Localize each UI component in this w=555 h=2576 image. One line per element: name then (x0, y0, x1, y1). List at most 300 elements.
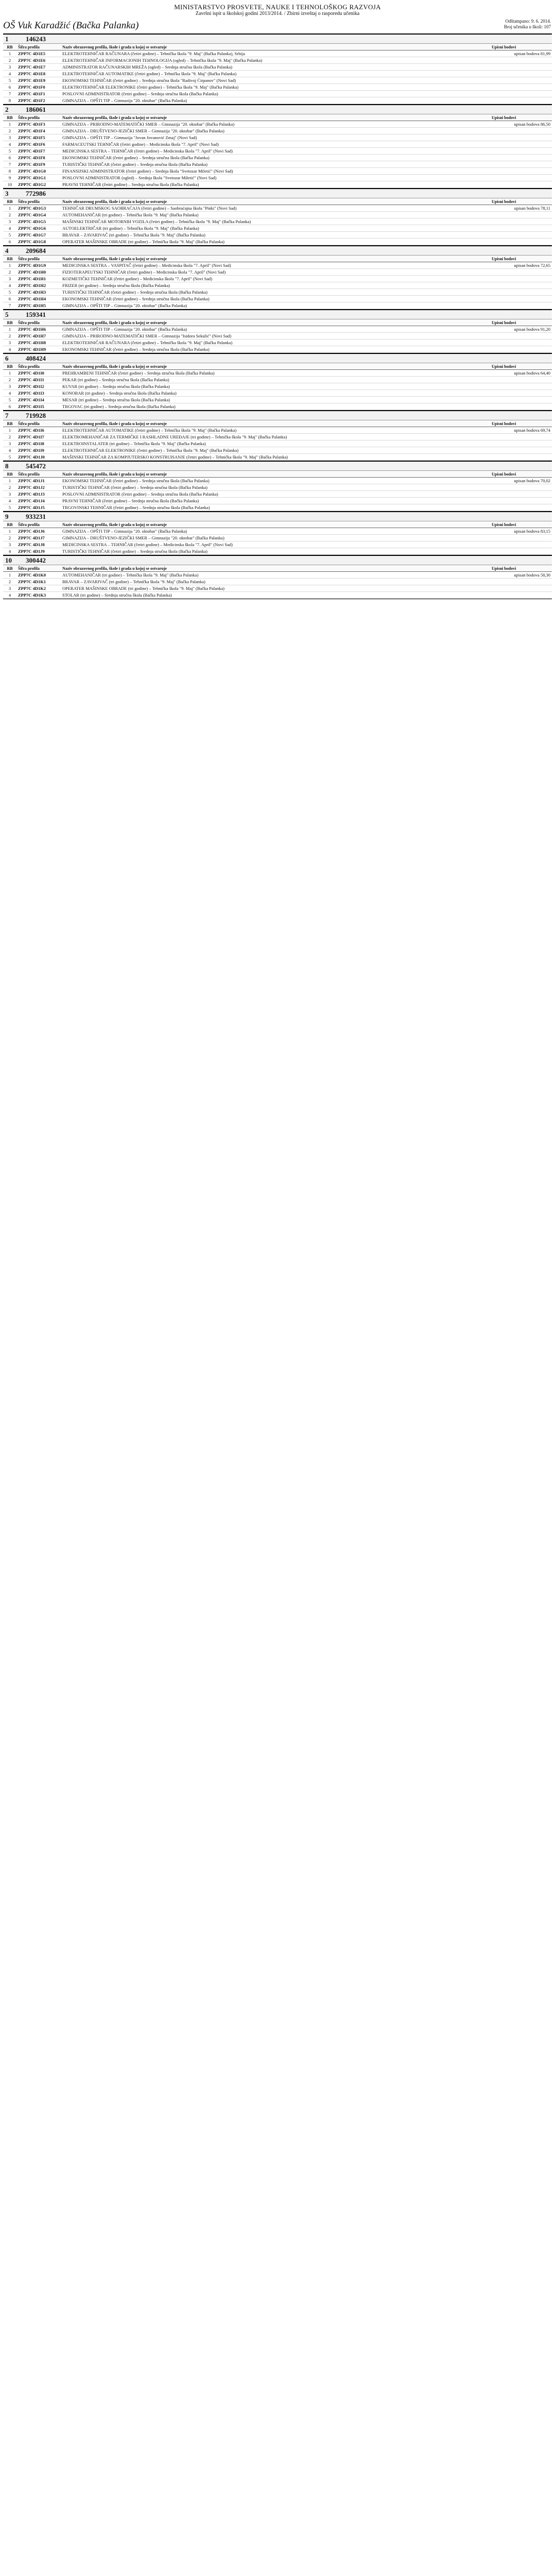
choice-rank: 5 (3, 504, 16, 511)
table-header-row (3, 363, 552, 370)
table-row (3, 57, 552, 64)
choice-name: BRAVAR – ZAVARIVAČ (tri godine) – Tehnička škola "9. Maj" (Bačka Palanka) (61, 232, 490, 239)
table-row (3, 484, 552, 491)
choice-rank: 6 (3, 84, 16, 91)
header-meta (504, 19, 551, 30)
column-header-meta: Upisni bodovi (490, 198, 552, 205)
choice-name: PEKAR (tri godine) – Srednja stručna škola (Bačka Palanka) (61, 377, 490, 383)
choice-score: upisan bodova 69,74 (490, 427, 552, 434)
choice-rank: 2 (3, 377, 16, 383)
choice-score: upisan bodova 70,02 (490, 478, 552, 484)
table-row (3, 77, 552, 84)
choice-rank: 6 (3, 296, 16, 302)
choice-rank: 5 (3, 77, 16, 84)
choice-score: upisan bodova 86,50 (490, 121, 552, 128)
student-header (3, 246, 552, 255)
choices-table (3, 363, 552, 410)
choice-name: ELEKTROTEHNIČAR ELEKTRONIKE (četiri godine) – Tehnička škola "9. Maj" (Bačka Palanka) (61, 447, 490, 454)
choice-score (490, 377, 552, 383)
table-row (3, 276, 552, 282)
choice-name: TURISTIČKI TEHNIČAR (četiri godine) – Srednja stručna škola (Bačka Palanka) (61, 161, 490, 168)
choice-score (490, 434, 552, 440)
choice-code: ZPP7C 4D1E7 (16, 64, 61, 71)
choice-score (490, 397, 552, 403)
choice-code: ZPP7C 4D1H6 (16, 326, 61, 333)
choice-code: ZPP7C 4D1E8 (16, 71, 61, 77)
choice-code: ZPP7C 4D1K2 (16, 585, 61, 592)
choice-rank: 4 (3, 346, 16, 353)
table-row (3, 434, 552, 440)
choice-code: ZPP7C 4D1F6 (16, 141, 61, 148)
table-row (3, 541, 552, 548)
student-code: 209684 (26, 247, 46, 255)
column-header-code: Šifra profila (16, 319, 61, 326)
choice-code: ZPP7C 4D1I2 (16, 383, 61, 390)
choice-code: ZPP7C 4D1F8 (16, 155, 61, 161)
choice-name: EKONOMSKI TEHNIČAR (četiri godine) – Srednja stručna škola (Bačka Palanka) (61, 478, 490, 484)
choice-code: ZPP7C 4D1J9 (16, 548, 61, 555)
student-code: 159341 (26, 311, 46, 318)
table-row (3, 128, 552, 134)
choice-rank: 8 (3, 97, 16, 104)
choice-score (490, 91, 552, 97)
table-header-row (3, 256, 552, 262)
student-header (3, 189, 552, 198)
choice-name: FRIZER (tri godine) – Srednja stručna škola (Bačka Palanka) (61, 282, 490, 289)
choice-rank: 4 (3, 447, 16, 454)
table-row (3, 528, 552, 535)
choice-name: EKONOMSKI TEHNIČAR (četiri godine) – Srednja stručna škola (Bačka Palanka) (61, 155, 490, 161)
choice-rank: 3 (3, 340, 16, 346)
choice-score (490, 134, 552, 141)
choice-score (490, 282, 552, 289)
choice-score (490, 212, 552, 218)
choice-score (490, 346, 552, 353)
choice-rank: 2 (3, 128, 16, 134)
table-header-row (3, 44, 552, 50)
choice-code: ZPP7C 4D1H8 (16, 340, 61, 346)
choice-code: ZPP7C 4D1I3 (16, 390, 61, 397)
choice-name: POSLOVNI ADMINISTRATOR (četiri godine) – Srednja stručna škola (Bačka Palanka) (61, 91, 490, 97)
table-row (3, 326, 552, 333)
choice-code: ZPP7C 4D1H9 (16, 346, 61, 353)
student-code: 300442 (26, 556, 46, 564)
choice-score (490, 64, 552, 71)
table-row (3, 454, 552, 461)
table-header-row (3, 198, 552, 205)
choice-score (490, 161, 552, 168)
table-row (3, 225, 552, 232)
choice-name: ELEKTROTEHNIČAR RAČUNARA (četiri godine) – Tehnička škola "9. Maj" (Bačka Palanka), Srbija (61, 50, 490, 57)
student-block (3, 34, 552, 105)
column-header-name: Naziv obrazovnog profila, škole i grada u kojoj se ostvaruje (61, 44, 490, 50)
column-header-name: Naziv obrazovnog profila, škole i grada u kojoj se ostvaruje (61, 319, 490, 326)
choice-name: ELEKTROTEHNIČAR RAČUNARA (četiri godine) – Tehnička škola "9. Maj" (Bačka Palanka) (61, 340, 490, 346)
table-row (3, 585, 552, 592)
choice-score (490, 168, 552, 175)
choice-rank: 3 (3, 585, 16, 592)
choice-name: BRAVAR – ZAVARIVAČ (tri godine) – Tehnička škola "9. Maj" (Bačka Palanka) (61, 579, 490, 585)
choice-code: ZPP7C 4D1E9 (16, 77, 61, 84)
choice-rank: 4 (3, 71, 16, 77)
table-row (3, 134, 552, 141)
table-row (3, 205, 552, 212)
choice-rank: 5 (3, 148, 16, 155)
student-header (3, 555, 552, 565)
choice-name: TRGOVINSKI TEHNIČAR (četiri godine) – Srednja stručna škola (Bačka Palanka) (61, 504, 490, 511)
column-header-code: Šifra profila (16, 565, 61, 572)
choice-code: ZPP7C 4D1G4 (16, 212, 61, 218)
choice-code: ZPP7C 4D1I5 (16, 403, 61, 410)
choice-code: ZPP7C 4D1H7 (16, 333, 61, 340)
choice-rank: 2 (3, 434, 16, 440)
table-row (3, 592, 552, 599)
choice-score: upisan bodova 91,20 (490, 326, 552, 333)
choice-score (490, 403, 552, 410)
choice-code: ZPP7C 4D1H1 (16, 276, 61, 282)
choice-name: GIMNAZIJA – OPŠTI TIP – Gimnazija "20. oktobar" (Bačka Palanka) (61, 302, 490, 309)
choice-rank: 6 (3, 239, 16, 245)
choice-code: ZPP7C 4D1E5 (16, 50, 61, 57)
table-row (3, 50, 552, 57)
student-code: 719928 (26, 412, 46, 419)
column-header-rank: RB (3, 198, 16, 205)
choice-name: POSLOVNI ADMINISTRATOR (ogled) – Srednja škola "Svetozar Miletić" (Novi Sad) (61, 175, 490, 181)
choice-name: GIMNAZIJA – PRIRODNO-MATEMATIČKI SMER – Gimnazija "20. oktobar" (Bačka Palanka) (61, 121, 490, 128)
choice-rank: 4 (3, 548, 16, 555)
choice-rank: 6 (3, 403, 16, 410)
choice-rank: 5 (3, 397, 16, 403)
table-row (3, 370, 552, 377)
choice-score (490, 148, 552, 155)
student-block (3, 189, 552, 246)
choice-rank: 4 (3, 498, 16, 504)
table-row (3, 498, 552, 504)
student-rank: 5 (5, 311, 9, 318)
choice-name: ELEKTROTEHNIČAR AUTOMATIKE (četiri godine) – Tehnička škola "9. Maj" (Bačka Palanka) (61, 427, 490, 434)
choice-rank: 2 (3, 57, 16, 64)
column-header-rank: RB (3, 471, 16, 478)
school-name: OŠ Vuk Karadžić (Bačka Palanka) (3, 20, 139, 31)
student-code: 545472 (26, 462, 46, 470)
student-rank: 2 (5, 106, 9, 113)
column-header-meta: Upisni bodovi (490, 565, 552, 572)
choice-code: ZPP7C 4D1G0 (16, 168, 61, 175)
choice-code: ZPP7C 4D1F7 (16, 148, 61, 155)
table-header-row (3, 521, 552, 528)
choice-code: ZPP7C 4D1G1 (16, 175, 61, 181)
choice-code: ZPP7C 4D1K0 (16, 572, 61, 579)
column-header-meta: Upisni bodovi (490, 471, 552, 478)
choice-code: ZPP7C 4D1I4 (16, 397, 61, 403)
column-header-name: Naziv obrazovnog profila, škole i grada u kojoj se ostvaruje (61, 114, 490, 121)
choice-name: GIMNAZIJA – DRUŠTVENO-JEZIČKI SMER – Gimnazija "20. oktobar" (Bačka Palanka) (61, 535, 490, 541)
choice-name: TEHNIČAR DRUMSKOG SAOBRAĆAJA (četiri godine) – Saobraćajna škola "Pinki" (Novi Sad) (61, 205, 490, 212)
column-header-code: Šifra profila (16, 44, 61, 50)
choice-score (490, 57, 552, 64)
student-block (3, 246, 552, 310)
table-row (3, 491, 552, 498)
choice-name: ELEKTROTEHNIČAR ELEKTRONIKE (četiri godine) – Tehnička škola "9. Maj" (Bačka Palanka) (61, 84, 490, 91)
table-row (3, 121, 552, 128)
choice-score (490, 84, 552, 91)
student-code: 772986 (26, 190, 46, 197)
choice-score: upisan bodova 78,11 (490, 205, 552, 212)
choice-rank: 7 (3, 91, 16, 97)
column-header-meta: Upisni bodovi (490, 114, 552, 121)
student-rank: 3 (5, 190, 9, 197)
choice-code: ZPP7C 4D1I8 (16, 440, 61, 447)
column-header-name: Naziv obrazovnog profila, škole i grada u kojoj se ostvaruje (61, 198, 490, 205)
choice-name: PRAVNI TEHNIČAR (četiri godine) – Srednja stručna škola (Bačka Palanka) (61, 498, 490, 504)
choice-name: KONOBAR (tri godine) – Srednja stručna škola (Bačka Palanka) (61, 390, 490, 397)
choice-code: ZPP7C 4D1F0 (16, 84, 61, 91)
choice-name: MEDICINSKA SESTRA – VASPITAČ (četiri godine) – Medicinska škola "7. April" (Novi Sad) (61, 262, 490, 269)
column-header-rank: RB (3, 44, 16, 50)
table-row (3, 403, 552, 410)
student-code: 933231 (26, 513, 46, 520)
table-row (3, 282, 552, 289)
choice-code: ZPP7C 4D1I1 (16, 377, 61, 383)
table-row (3, 346, 552, 353)
choice-name: EKONOMSKI TEHNIČAR (četiri godine) – Srednja stručna škola (Bačka Palanka) (61, 296, 490, 302)
choice-score (490, 498, 552, 504)
student-block (3, 353, 552, 411)
choice-score (490, 71, 552, 77)
choice-code: ZPP7C 4D1G6 (16, 225, 61, 232)
choice-score (490, 218, 552, 225)
table-row (3, 64, 552, 71)
student-block (3, 411, 552, 461)
table-row (3, 262, 552, 269)
choice-score (490, 340, 552, 346)
table-row (3, 91, 552, 97)
choice-code: ZPP7C 4D1J3 (16, 491, 61, 498)
choice-rank: 3 (3, 134, 16, 141)
choice-code: ZPP7C 4D1I6 (16, 427, 61, 434)
student-header (3, 105, 552, 114)
choice-score (490, 225, 552, 232)
column-header-meta: Upisni bodovi (490, 256, 552, 262)
choice-code: ZPP7C 4D1H4 (16, 296, 61, 302)
choice-name: MAŠINSKI TEHNIČAR MOTORNIH VOZILA (četiri godine) – Tehnička škola "9. Maj" (Bačka Palanka) (61, 218, 490, 225)
choice-name: ELEKTROINSTALATER (tri godine) – Tehnička škola "9. Maj" (Bačka Palanka) (61, 440, 490, 447)
school-header (3, 18, 552, 34)
table-row (3, 397, 552, 403)
choice-code: ZPP7C 4D1G7 (16, 232, 61, 239)
choice-code: ZPP7C 4D1F2 (16, 97, 61, 104)
choice-rank: 5 (3, 454, 16, 461)
choices-table (3, 319, 552, 353)
choices-table (3, 565, 552, 599)
choice-rank: 7 (3, 161, 16, 168)
choice-rank: 3 (3, 491, 16, 498)
choice-score (490, 77, 552, 84)
choices-table (3, 470, 552, 511)
table-row (3, 579, 552, 585)
choice-name: GIMNAZIJA – DRUŠTVENO-JEZIČKI SMER – Gimnazija "20. oktobar" (Bačka Palanka) (61, 128, 490, 134)
choice-code: ZPP7C 4D1F4 (16, 128, 61, 134)
choices-table (3, 43, 552, 104)
student-rank: 7 (5, 412, 9, 419)
choice-code: ZPP7C 4D1H0 (16, 269, 61, 276)
choice-score (490, 447, 552, 454)
table-row (3, 239, 552, 245)
choice-score (490, 592, 552, 599)
column-header-name: Naziv obrazovnog profila, škole i grada u kojoj se ostvaruje (61, 521, 490, 528)
choice-rank: 3 (3, 440, 16, 447)
choice-code: ZPP7C 4D1J5 (16, 504, 61, 511)
choice-code: ZPP7C 4D1F9 (16, 161, 61, 168)
choice-rank: 7 (3, 302, 16, 309)
choice-name: AUTOELEKTRIČAR (tri godine) – Tehnička škola "9. Maj" (Bačka Palanka) (61, 225, 490, 232)
choice-score (490, 383, 552, 390)
student-block (3, 310, 552, 353)
choice-code: ZPP7C 4D1E6 (16, 57, 61, 64)
column-header-rank: RB (3, 521, 16, 528)
choice-name: AUTOMEHANIČAR (tri godine) – Tehnička škola "9. Maj" (Bačka Palanka) (61, 212, 490, 218)
choice-rank: 6 (3, 155, 16, 161)
choice-code: ZPP7C 4D1G8 (16, 239, 61, 245)
choices-table (3, 420, 552, 461)
column-header-meta: Upisni bodovi (490, 521, 552, 528)
choice-name: TURISTIČKI TEHNIČAR (četiri godine) – Srednja stručna škola (Bačka Palanka) (61, 484, 490, 491)
choice-score (490, 454, 552, 461)
choice-code: ZPP7C 4D1F5 (16, 134, 61, 141)
student-header (3, 512, 552, 521)
student-rank: 6 (5, 354, 9, 362)
choice-score (490, 585, 552, 592)
choice-score (490, 276, 552, 282)
table-header-row (3, 565, 552, 572)
choice-rank: 1 (3, 572, 16, 579)
choice-rank: 1 (3, 121, 16, 128)
column-header-meta: Upisni bodovi (490, 420, 552, 427)
table-row (3, 447, 552, 454)
choice-rank: 4 (3, 390, 16, 397)
student-header (3, 461, 552, 470)
choice-rank: 1 (3, 528, 16, 535)
student-code: 186061 (26, 106, 46, 113)
choice-name: OPERATER MAŠINSKE OBRADE (tri godine) – Tehnička škola "9. Maj" (Bačka Palanka) (61, 585, 490, 592)
column-header-name: Naziv obrazovnog profila, škole i grada u kojoj se ostvaruje (61, 363, 490, 370)
student-rank: 4 (5, 247, 9, 255)
choice-name: AUTOMEHANIČAR (tri godine) – Tehnička škola "9. Maj" (Bačka Palanka) (61, 572, 490, 579)
choice-code: ZPP7C 4D1J8 (16, 541, 61, 548)
choice-rank: 3 (3, 541, 16, 548)
choice-score: upisan bodova 58,30 (490, 572, 552, 579)
table-row (3, 390, 552, 397)
student-block (3, 555, 552, 599)
choice-score (490, 302, 552, 309)
choice-score (490, 232, 552, 239)
choice-name: PRAVNI TEHNIČAR (četiri godine) – Srednja stručna škola (Bačka Palanka) (61, 181, 490, 188)
table-row (3, 296, 552, 302)
choice-score (490, 390, 552, 397)
choice-rank: 9 (3, 175, 16, 181)
column-header-code: Šifra profila (16, 471, 61, 478)
table-row (3, 333, 552, 340)
table-row (3, 148, 552, 155)
choice-name: GIMNAZIJA – PRIRODNO-MATEMATIČKI SMER – Gimnazija "Isidora Sekulić" (Novi Sad) (61, 333, 490, 340)
choice-rank: 1 (3, 326, 16, 333)
student-block (3, 461, 552, 512)
table-row (3, 218, 552, 225)
column-header-name: Naziv obrazovnog profila, škole i grada u kojoj se ostvaruje (61, 471, 490, 478)
choice-name: GIMNAZIJA – OPŠTI TIP – Gimnazija "20. oktobar" (Bačka Palanka) (61, 528, 490, 535)
choice-rank: 1 (3, 50, 16, 57)
choices-table (3, 198, 552, 245)
table-row (3, 383, 552, 390)
table-header-row (3, 114, 552, 121)
choice-score (490, 504, 552, 511)
student-rank: 9 (5, 513, 9, 520)
table-row (3, 377, 552, 383)
choices-table (3, 521, 552, 555)
choice-name: ELEKTROTEHNIČAR AUTOMATIKE (četiri godine) – Tehnička škola "9. Maj" (Bačka Palanka) (61, 71, 490, 77)
choice-name: FINANSIJSKI ADMINISTRATOR (četiri godine) – Srednja škola "Svetozar Miletić" (Novi Sad) (61, 168, 490, 175)
table-row (3, 535, 552, 541)
choice-rank: 3 (3, 218, 16, 225)
choice-score (490, 97, 552, 104)
table-row (3, 155, 552, 161)
choice-name: EKONOMSKI TEHNIČAR (četiri godine) – Srednja stručna škola "Radivoj Ćirpanov" (Novi Sad) (61, 77, 490, 84)
table-row (3, 440, 552, 447)
choice-code: ZPP7C 4D1G3 (16, 205, 61, 212)
table-row (3, 84, 552, 91)
table-row (3, 97, 552, 104)
choice-rank: 10 (3, 181, 16, 188)
student-rank: 8 (5, 462, 9, 470)
choice-score (490, 239, 552, 245)
choice-code: ZPP7C 4D1I7 (16, 434, 61, 440)
choice-rank: 8 (3, 168, 16, 175)
choice-rank: 5 (3, 232, 16, 239)
column-header-meta: Upisni bodovi (490, 44, 552, 50)
table-header-row (3, 319, 552, 326)
print-date: Odštampano: 9. 6. 2014. (505, 19, 551, 24)
column-header-code: Šifra profila (16, 256, 61, 262)
choice-name: TRGOVAC (tri godine) – Srednja stručna škola (Bačka Palanka) (61, 403, 490, 410)
choice-code: ZPP7C 4D1G5 (16, 218, 61, 225)
column-header-name: Naziv obrazovnog profila, škole i grada u kojoj se ostvaruje (61, 256, 490, 262)
student-block (3, 105, 552, 189)
column-header-meta: Upisni bodovi (490, 363, 552, 370)
choice-name: OPERATER MAŠINSKE OBRADE (tri godine) – Tehnička škola "9. Maj" (Bačka Palanka) (61, 239, 490, 245)
table-row (3, 340, 552, 346)
choice-rank: 3 (3, 383, 16, 390)
choice-score (490, 181, 552, 188)
column-header-meta: Upisni bodovi (490, 319, 552, 326)
ministry-title: MINISTARSTVO PROSVETE, NAUKE I TEHNOLOŠKOG RAZVOJA (174, 3, 381, 11)
table-row (3, 478, 552, 484)
choice-name: EKONOMSKI TEHNIČAR (četiri godine) – Srednja stručna škola (Bačka Palanka) (61, 346, 490, 353)
choice-rank: 4 (3, 225, 16, 232)
choice-score: upisan bodova 64,40 (490, 370, 552, 377)
choice-name: MAŠINSKI TEHNIČAR ZA KOMPJUTERSKO KONSTRUISANJE (četiri godine) – Tehnička škola "9. Maj" (Bačka Palanka) (61, 454, 490, 461)
choice-code: ZPP7C 4D1J2 (16, 484, 61, 491)
table-row (3, 232, 552, 239)
choice-code: ZPP7C 4D1F1 (16, 91, 61, 97)
choice-name: MEDICINSKA SESTRA – TEHNIČAR (četiri godine) – Medicinska škola "7. April" (Novi Sad) (61, 541, 490, 548)
choice-rank: 2 (3, 484, 16, 491)
choice-name: GIMNAZIJA – OPŠTI TIP – Gimnazija "20. oktobar" (Bačka Palanka) (61, 326, 490, 333)
column-header-rank: RB (3, 256, 16, 262)
choice-code: ZPP7C 4D1H2 (16, 282, 61, 289)
column-header-code: Šifra profila (16, 420, 61, 427)
student-count: Broj učenika u školi: 107 (504, 24, 551, 29)
column-header-name: Naziv obrazovnog profila, škole i grada u kojoj se ostvaruje (61, 420, 490, 427)
